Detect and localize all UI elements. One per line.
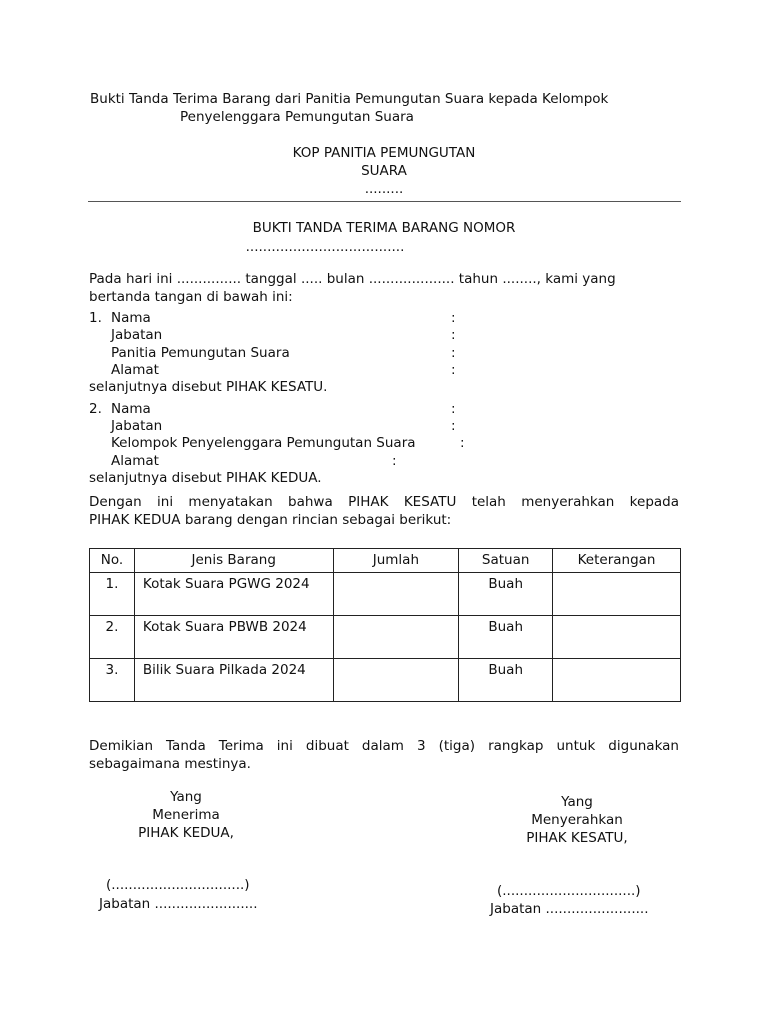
party2-number: 2. (89, 401, 102, 417)
kop-header (0, 144, 768, 198)
party1-committee-label: Panitia Pemungutan Suara (111, 345, 290, 361)
cell-jumlah (333, 616, 459, 659)
document-title-line1: Bukti Tanda Terima Barang dari Panitia Pemungutan Suara kepada Kelompok (90, 91, 609, 107)
header-keterangan: Keterangan (553, 549, 681, 573)
party2-closing: selanjutnya disebut PIHAK KEDUA. (89, 470, 322, 486)
table-row (90, 659, 681, 702)
statement-line1: Dengan ini menyatakan bahwa PIHAK KESATU telah menyerahkan kepada (89, 494, 679, 510)
cell-no: 1. (90, 573, 135, 616)
cell-jumlah (333, 659, 459, 702)
cell-keterangan (553, 573, 681, 616)
table-header-row (90, 549, 681, 573)
cell-satuan: Buah (459, 616, 553, 659)
document-title-line2: Penyelenggara Pemungutan Suara (180, 109, 414, 125)
intro-line2: bertanda tangan di bawah ini: (89, 289, 293, 305)
party1-committee-colon: : (451, 345, 456, 361)
party1-name-label: Nama (111, 310, 151, 326)
cell-no: 2. (90, 616, 135, 659)
header-no: No. (90, 549, 135, 573)
cell-satuan: Buah (459, 573, 553, 616)
party2-group-colon: : (460, 435, 465, 451)
sig-left-name: (...............................) (106, 877, 250, 893)
party2-name-colon: : (451, 401, 456, 417)
statement-paragraph (89, 493, 679, 529)
cell-jenis: Bilik Suara Pilkada 2024 (134, 659, 333, 702)
table-row (90, 573, 681, 616)
kop-line2: SUARA (361, 163, 407, 179)
party2-address-label: Alamat (111, 453, 159, 469)
closing-line2: sebagaimana mestinya. (89, 756, 251, 772)
party2-group-label: Kelompok Penyelenggara Pemungutan Suara (111, 435, 416, 451)
signature-left (106, 788, 266, 842)
party2-address-colon: : (392, 453, 397, 469)
cell-no: 3. (90, 659, 135, 702)
sig-right-jabatan: Jabatan ........................ (490, 901, 649, 917)
sig-right-line1: Yang (561, 794, 593, 810)
sig-right-line3: PIHAK KESATU, (526, 830, 628, 846)
statement-line2: PIHAK KEDUA barang dengan rincian sebagai berikut: (89, 512, 452, 528)
items-table (89, 548, 681, 702)
header-jumlah: Jumlah (333, 549, 459, 573)
sig-right-name: (...............................) (497, 883, 641, 899)
receipt-number-line: ..................................... (245, 239, 405, 255)
party1-number: 1. (89, 310, 102, 326)
party1-name-colon: : (451, 310, 456, 326)
closing-paragraph (89, 737, 679, 773)
party2-name-label: Nama (111, 401, 151, 417)
cell-jenis: Kotak Suara PGWG 2024 (134, 573, 333, 616)
header-satuan: Satuan (459, 549, 553, 573)
kop-line3: ......... (364, 181, 404, 197)
sig-left-line1: Yang (170, 789, 202, 805)
party1-position-label: Jabatan (111, 327, 163, 343)
kop-line1: KOP PANITIA PEMUNGUTAN (292, 145, 476, 161)
receipt-title (0, 219, 768, 257)
cell-keterangan (553, 616, 681, 659)
signature-right (497, 793, 657, 847)
table-row (90, 616, 681, 659)
party1-address-colon: : (451, 362, 456, 378)
sig-right-line2: Menyerahkan (531, 812, 623, 828)
closing-line1: Demikian Tanda Terima ini dibuat dalam 3 (tiga) rangkap untuk digunakan (89, 738, 679, 754)
sig-left-jabatan: Jabatan ........................ (99, 896, 258, 912)
party1-address-label: Alamat (111, 362, 159, 378)
cell-jumlah (333, 573, 459, 616)
cell-keterangan (553, 659, 681, 702)
header-jenis-barang: Jenis Barang (134, 549, 333, 573)
cell-satuan: Buah (459, 659, 553, 702)
sig-left-line2: Menerima (152, 807, 220, 823)
party2-position-colon: : (451, 418, 456, 434)
intro-line1: Pada hari ini ............... tanggal ..... bulan .................... tahun ........, kami yang (89, 271, 616, 287)
sig-left-line3: PIHAK KEDUA, (138, 825, 234, 841)
header-divider (88, 201, 681, 202)
party1-closing: selanjutnya disebut PIHAK KESATU. (89, 379, 328, 395)
party1-position-colon: : (451, 327, 456, 343)
receipt-title-line1: BUKTI TANDA TERIMA BARANG NOMOR (252, 220, 516, 236)
cell-jenis: Kotak Suara PBWB 2024 (134, 616, 333, 659)
party2-position-label: Jabatan (111, 418, 163, 434)
